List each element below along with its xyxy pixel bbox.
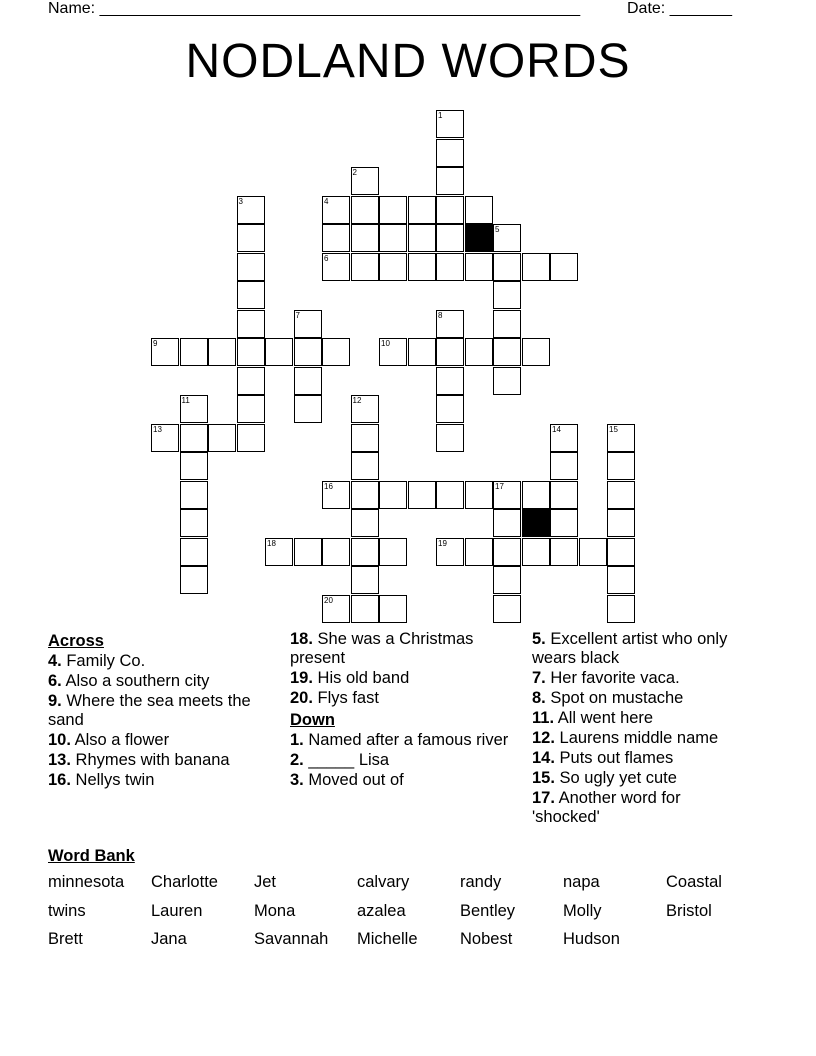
- clue-number-label: 8.: [532, 689, 546, 707]
- grid-cell[interactable]: [493, 253, 521, 281]
- grid-cell[interactable]: [294, 367, 322, 395]
- grid-cell[interactable]: [379, 595, 407, 623]
- grid-cell[interactable]: [351, 224, 379, 252]
- clues-column-2: [290, 630, 512, 791]
- word-bank-item: Charlotte: [151, 873, 218, 891]
- across-clue: [290, 669, 512, 688]
- grid-cell[interactable]: [237, 310, 265, 338]
- word-bank-item: Lauren: [151, 902, 203, 920]
- clue-number-label: 5.: [532, 630, 546, 648]
- clue-number: 5: [495, 225, 500, 234]
- grid-cell[interactable]: [436, 338, 464, 366]
- grid-cell[interactable]: [493, 310, 521, 338]
- grid-cell[interactable]: [522, 253, 550, 281]
- grid-cell[interactable]: [379, 196, 407, 224]
- word-bank-item: Nobest: [460, 930, 513, 948]
- grid-cell[interactable]: [522, 481, 550, 509]
- grid-cell[interactable]: [408, 196, 436, 224]
- clue-number: 11: [181, 396, 190, 405]
- grid-cell[interactable]: [579, 538, 607, 566]
- clue-text: Her favorite vaca.: [545, 669, 680, 687]
- clue-number: 4: [324, 196, 329, 206]
- clue-number-label: 19.: [290, 669, 313, 687]
- grid-cell[interactable]: [408, 338, 436, 366]
- grid-cell[interactable]: [322, 338, 350, 366]
- clue-number-label: 14.: [532, 749, 555, 767]
- clues-column-3: [532, 630, 752, 828]
- grid-cell[interactable]: [607, 538, 635, 566]
- grid-cell[interactable]: [208, 338, 236, 366]
- date-line[interactable]: _______: [669, 0, 732, 17]
- clue-number-label: 3.: [290, 771, 304, 789]
- clue-text: His old band: [312, 669, 410, 687]
- clue-number: 6: [324, 253, 329, 263]
- across-clue: [290, 630, 512, 668]
- grid-cell[interactable]: [436, 481, 464, 509]
- clue-number: 14: [552, 424, 561, 434]
- clue-text: Moved out of: [303, 771, 404, 789]
- clue-text: Named after a famous river: [303, 731, 509, 749]
- grid-cell[interactable]: [436, 224, 464, 252]
- grid-cell[interactable]: [607, 509, 635, 537]
- grid-cell[interactable]: [379, 224, 407, 252]
- clue-number: 3: [238, 196, 243, 206]
- grid-cell[interactable]: [180, 424, 208, 452]
- grid-cell[interactable]: [607, 481, 635, 509]
- word-bank-item: Jet: [254, 873, 277, 891]
- grid-cell[interactable]: [550, 509, 578, 537]
- down-clue: [532, 709, 752, 728]
- down-clue: [290, 751, 512, 770]
- down-clue: [290, 731, 512, 750]
- clue-number-label: 1.: [290, 731, 304, 749]
- clue-number-label: 7.: [532, 669, 546, 687]
- grid-cell[interactable]: [607, 566, 635, 594]
- clue-number: 7: [295, 310, 300, 320]
- clue-number: 15: [609, 424, 618, 434]
- grid-cell[interactable]: [493, 281, 521, 309]
- grid-cell[interactable]: [237, 338, 265, 366]
- word-bank-item: Jana: [151, 930, 187, 948]
- grid-cell[interactable]: [550, 538, 578, 566]
- down-clue: [532, 789, 752, 827]
- clue-number-label: 13.: [48, 751, 71, 769]
- grid-cell[interactable]: [294, 395, 322, 423]
- across-clue: [48, 771, 263, 790]
- grid-cell[interactable]: [351, 566, 379, 594]
- grid-cell[interactable]: [408, 253, 436, 281]
- name-line[interactable]: ______________________________________________________: [99, 0, 581, 17]
- across-clue: [48, 751, 263, 770]
- page-title: NODLAND WORDS: [185, 35, 631, 88]
- clue-number: 20: [324, 595, 333, 605]
- word-bank-item: Hudson: [563, 930, 620, 948]
- grid-cell[interactable]: [522, 338, 550, 366]
- grid-cell[interactable]: [265, 338, 293, 366]
- down-clue: [532, 669, 752, 688]
- clue-text: All went here: [554, 709, 654, 727]
- clue-number: 17: [495, 481, 504, 491]
- word-bank-item: Molly: [563, 902, 602, 920]
- clue-number: 10: [381, 339, 390, 348]
- grid-cell[interactable]: [436, 395, 464, 423]
- grid-cell[interactable]: [465, 338, 493, 366]
- clue-number-label: 11.: [532, 709, 555, 727]
- grid-cell[interactable]: [322, 538, 350, 566]
- grid-cell[interactable]: [436, 424, 464, 452]
- grid-cell[interactable]: [607, 452, 635, 480]
- black-square: [465, 224, 493, 252]
- grid-cell[interactable]: [322, 224, 350, 252]
- grid-cell[interactable]: [493, 595, 521, 623]
- across-clue: [48, 672, 263, 691]
- grid-cell[interactable]: [379, 538, 407, 566]
- grid-cell[interactable]: [351, 595, 379, 623]
- word-bank-heading: Word Bank: [48, 847, 135, 865]
- down-clue: [290, 771, 512, 790]
- clue-text: Flys fast: [312, 689, 379, 707]
- word-bank-item: twins: [48, 902, 86, 920]
- grid-cell[interactable]: [550, 452, 578, 480]
- clue-text: Also a southern city: [61, 672, 210, 690]
- grid-cell[interactable]: [493, 538, 521, 566]
- grid-cell[interactable]: [493, 367, 521, 395]
- grid-cell[interactable]: [522, 538, 550, 566]
- grid-cell[interactable]: [237, 281, 265, 309]
- grid-cell[interactable]: [180, 509, 208, 537]
- down-clue: [532, 689, 752, 708]
- grid-cell[interactable]: [180, 566, 208, 594]
- grid-cell[interactable]: [237, 395, 265, 423]
- grid-cell[interactable]: [493, 566, 521, 594]
- grid-cell[interactable]: [408, 481, 436, 509]
- grid-cell[interactable]: [408, 224, 436, 252]
- grid-cell[interactable]: [550, 481, 578, 509]
- clue-text: Spot on mustache: [545, 689, 684, 707]
- grid-cell[interactable]: [436, 367, 464, 395]
- clue-number-label: 18.: [290, 630, 313, 648]
- clue-text: Family Co.: [61, 652, 146, 670]
- word-bank-item: Bentley: [460, 902, 516, 920]
- grid-cell[interactable]: [237, 224, 265, 252]
- date-label: Date:: [627, 0, 670, 17]
- clue-text: Laurens middle name: [554, 729, 719, 747]
- grid-cell[interactable]: [436, 139, 464, 167]
- clue-number: 16: [324, 481, 333, 491]
- grid-cell[interactable]: [351, 424, 379, 452]
- clue-text: She was a Christmas present: [290, 630, 474, 667]
- grid-cell[interactable]: [436, 253, 464, 281]
- grid-cell[interactable]: [294, 538, 322, 566]
- clue-number: 2: [352, 168, 357, 177]
- clue-number: 13: [153, 424, 162, 434]
- black-square: [522, 509, 550, 537]
- word-bank-item: Savannah: [254, 930, 329, 948]
- grid-cell[interactable]: [180, 538, 208, 566]
- grid-cell[interactable]: [208, 424, 236, 452]
- clue-number-label: 17.: [532, 789, 555, 807]
- grid-cell[interactable]: [550, 253, 578, 281]
- grid-cell[interactable]: [493, 338, 521, 366]
- grid-cell[interactable]: [379, 481, 407, 509]
- clue-text: Also a flower: [70, 731, 170, 749]
- grid-cell[interactable]: [237, 253, 265, 281]
- grid-cell[interactable]: [379, 253, 407, 281]
- clue-number-label: 2.: [290, 751, 304, 769]
- across-clue: [290, 689, 512, 708]
- word-bank-item: Coastal: [666, 873, 722, 891]
- clue-number: 8: [438, 310, 443, 320]
- grid-cell[interactable]: [465, 253, 493, 281]
- clue-text: Where the sea meets the sand: [48, 692, 251, 729]
- grid-cell[interactable]: [436, 167, 464, 195]
- word-bank-item: azalea: [357, 902, 406, 920]
- across-clue: [48, 692, 263, 730]
- word-bank-item: calvary: [357, 873, 410, 891]
- word-bank-item: Michelle: [357, 930, 418, 948]
- across-heading: Across: [48, 632, 104, 650]
- grid-cell[interactable]: [351, 481, 379, 509]
- clue-number: 19: [438, 538, 447, 548]
- word-bank-item: randy: [460, 873, 502, 891]
- clue-text: So ugly yet cute: [554, 769, 677, 787]
- name-label: Name:: [48, 0, 100, 17]
- word-bank-item: minnesota: [48, 873, 125, 891]
- down-clue: [532, 729, 752, 748]
- clue-number: 1: [438, 111, 443, 120]
- down-clue: [532, 749, 752, 768]
- clues-column-1: [48, 630, 263, 791]
- grid-cell[interactable]: [237, 367, 265, 395]
- clue-text: Excellent artist who only wears black: [532, 630, 728, 667]
- grid-cell[interactable]: [180, 338, 208, 366]
- word-bank-item: napa: [563, 873, 600, 891]
- grid-cell[interactable]: [294, 338, 322, 366]
- grid-cell[interactable]: [351, 253, 379, 281]
- clue-number-label: 9.: [48, 692, 62, 710]
- down-heading: Down: [290, 711, 335, 729]
- clue-number-label: 20.: [290, 689, 313, 707]
- clue-number-label: 15.: [532, 769, 555, 787]
- down-clue: [532, 769, 752, 788]
- grid-cell[interactable]: [180, 452, 208, 480]
- grid-cell[interactable]: [607, 595, 635, 623]
- clue-text: _____ Lisa: [303, 751, 390, 769]
- clue-text: Rhymes with banana: [70, 751, 230, 769]
- clue-number: 12: [352, 396, 362, 405]
- grid-cell[interactable]: [465, 196, 493, 224]
- clue-text: Another word for 'shocked': [532, 789, 681, 826]
- clue-text: Nellys twin: [70, 771, 155, 789]
- clue-number: 18: [267, 538, 276, 548]
- grid-cell[interactable]: [493, 509, 521, 537]
- word-bank-item: Brett: [48, 930, 83, 948]
- clue-number-label: 6.: [48, 672, 62, 690]
- grid-cell[interactable]: [351, 538, 379, 566]
- grid-cell[interactable]: [465, 538, 493, 566]
- across-clue: [48, 731, 263, 750]
- clue-number: 9: [153, 339, 158, 348]
- clue-number-label: 12.: [532, 729, 555, 747]
- word-bank-item: Mona: [254, 902, 296, 920]
- clue-text: Puts out flames: [554, 749, 674, 767]
- down-clue: [532, 630, 752, 668]
- grid-cell[interactable]: [180, 481, 208, 509]
- word-bank-item: Bristol: [666, 902, 712, 920]
- grid-cell[interactable]: [351, 452, 379, 480]
- grid-cell[interactable]: [465, 481, 493, 509]
- clue-number-label: 4.: [48, 652, 62, 670]
- grid-cell[interactable]: [351, 196, 379, 224]
- clue-number-label: 16.: [48, 771, 71, 789]
- across-clue: [48, 652, 263, 671]
- clue-number-label: 10.: [48, 731, 71, 749]
- grid-cell[interactable]: [436, 196, 464, 224]
- grid-cell[interactable]: [351, 509, 379, 537]
- grid-cell[interactable]: [237, 424, 265, 452]
